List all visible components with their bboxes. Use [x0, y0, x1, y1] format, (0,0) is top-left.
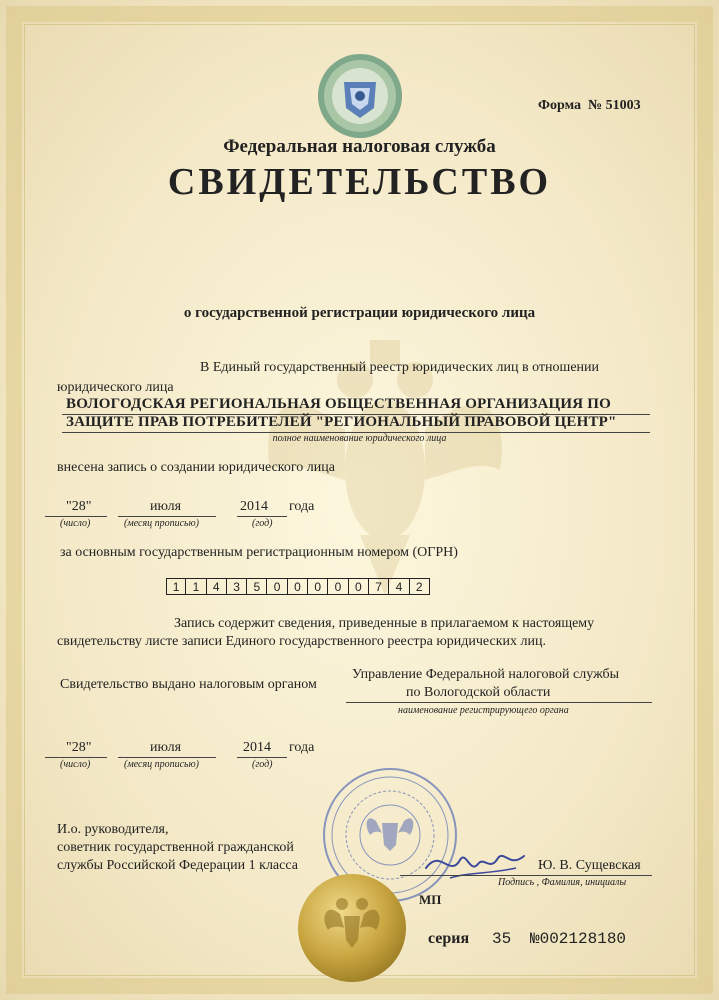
ogrn-digit: 0	[328, 578, 348, 595]
date2-month: июля	[150, 740, 182, 755]
date1-day-underline	[45, 516, 107, 517]
date1-year: 2014	[240, 499, 268, 514]
ogrn-digit: 1	[186, 578, 206, 595]
date1-year-suffix: года	[289, 499, 315, 514]
intro-line-1: В Единый государственный реестр юридических лиц в отношении	[200, 360, 600, 375]
issuer-line-1: Управление Федеральной налоговой службы	[352, 667, 620, 682]
ogrn-digit: 5	[247, 578, 267, 595]
serial-number: №002128180	[530, 930, 627, 948]
issued-by-label: Свидетельство выдано налоговым органом	[60, 677, 317, 692]
ogrn-digit: 3	[227, 578, 247, 595]
signatory-line-1: И.о. руководителя,	[57, 822, 169, 837]
signatory-line-3: службы Российской Федерации 1 класса	[57, 858, 298, 873]
ogrn-digit: 0	[308, 578, 328, 595]
date2-day-underline	[45, 757, 107, 758]
date1-year-caption: (год)	[252, 518, 273, 529]
form-number: Форма № 51003	[538, 98, 641, 113]
gold-hologram-seal-icon	[296, 872, 408, 984]
signature-caption: Подпись , Фамилия, инициалы	[498, 877, 627, 888]
date1-month-underline	[118, 516, 216, 517]
record-line-2: свидетельству листе записи Единого государственного реестра юридических лиц.	[57, 634, 546, 649]
serial-series: 35	[492, 930, 512, 948]
record-line-1: Запись содержит сведения, приведенные в прилагаемом к настоящему	[174, 616, 595, 631]
entry-made-text: внесена запись о создании юридического лица	[57, 460, 335, 475]
ogrn-digit: 4	[207, 578, 227, 595]
date2-month-caption: (месяц прописью)	[124, 759, 199, 770]
signature-underline	[400, 875, 652, 876]
date2-year: 2014	[243, 740, 271, 755]
serial-label: серия	[428, 930, 470, 947]
date2-year-underline	[237, 757, 287, 758]
date2-day: "28"	[66, 740, 92, 755]
issuer-underline	[346, 702, 652, 703]
date2-month-underline	[118, 757, 216, 758]
ogrn-number	[166, 578, 430, 595]
ogrn-digit: 2	[410, 578, 430, 595]
fns-emblem-icon	[316, 52, 404, 140]
ogrn-digit: 1	[166, 578, 186, 595]
signatory-line-2: советник государственной гражданской	[57, 840, 294, 855]
ogrn-label: за основным государственным регистрационным номером (ОГРН)	[60, 545, 458, 560]
document-subtitle: о государственной регистрации юридического лица	[183, 305, 536, 321]
intro-line-2: юридического лица	[57, 380, 174, 395]
ogrn-digit: 4	[389, 578, 409, 595]
org-name-caption: полное наименование юридического лица	[272, 433, 447, 444]
date2-day-caption: (число)	[60, 759, 91, 770]
org-name-line-1: ВОЛОГОДСКАЯ РЕГИОНАЛЬНАЯ ОБЩЕСТВЕННАЯ ОРГАНИЗАЦИЯ ПО	[66, 396, 611, 412]
issuer-caption: наименование регистрирующего органа	[398, 705, 569, 716]
ogrn-digit: 0	[349, 578, 369, 595]
date2-year-suffix: года	[289, 740, 315, 755]
agency-name: Федеральная налоговая служба	[223, 136, 496, 157]
signatory-name: Ю. В. Сущевская	[538, 858, 641, 873]
stamp-place-mark: МП	[419, 892, 442, 907]
ogrn-digit: 0	[267, 578, 287, 595]
date1-day: "28"	[66, 499, 92, 514]
document-title: СВИДЕТЕЛЬСТВО	[167, 161, 552, 203]
date2-year-caption: (год)	[252, 759, 273, 770]
date1-month-caption: (месяц прописью)	[124, 518, 199, 529]
ogrn-digit: 7	[369, 578, 389, 595]
date1-month: июля	[150, 499, 182, 514]
ogrn-digit: 0	[288, 578, 308, 595]
date1-year-underline	[237, 516, 287, 517]
date1-day-caption: (число)	[60, 518, 91, 529]
org-name-line-2: ЗАЩИТЕ ПРАВ ПОТРЕБИТЕЛЕЙ "РЕГИОНАЛЬНЫЙ ПРАВОВОЙ ЦЕНТР"	[66, 414, 617, 430]
issuer-line-2: по Вологодской области	[406, 685, 551, 700]
